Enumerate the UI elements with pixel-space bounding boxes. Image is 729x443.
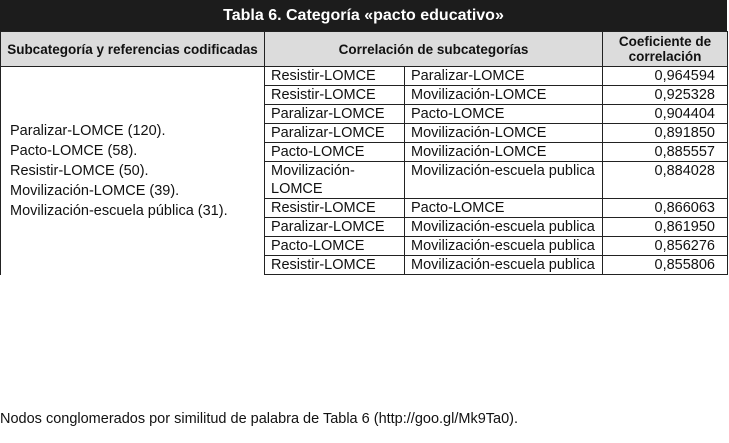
subcategory-item: Paralizar-LOMCE (120).: [10, 122, 166, 139]
cell-coef: 0,856276: [603, 237, 728, 256]
cell-b: Movilización-escuela publica: [405, 162, 603, 199]
cell-coef: 0,884028: [603, 162, 728, 199]
header-subcategoria: Subcategoría y referencias codificadas: [1, 32, 265, 67]
cell-coef: 0,866063: [603, 199, 728, 218]
table-title: Tabla 6. Categoría «pacto educativo»: [0, 0, 727, 31]
cell-b: Movilización-escuela publica: [405, 256, 603, 275]
cell-a: Paralizar-LOMCE: [265, 218, 405, 237]
cell-coef: 0,885557: [603, 143, 728, 162]
table-row: [1, 67, 728, 86]
cell-a: Pacto-LOMCE: [265, 237, 405, 256]
subcategory-list: [1, 67, 265, 275]
subcategory-item: Resistir-LOMCE (50).: [10, 162, 149, 179]
header-row: [1, 32, 728, 67]
cell-a: Resistir-LOMCE: [265, 86, 405, 105]
cell-b: Pacto-LOMCE: [405, 105, 603, 124]
cell-b: Movilización-LOMCE: [405, 86, 603, 105]
cell-a: Pacto-LOMCE: [265, 143, 405, 162]
subcategory-item: Pacto-LOMCE (58).: [10, 142, 138, 159]
cell-b: Paralizar-LOMCE: [405, 67, 603, 86]
cell-b: Movilización-escuela publica: [405, 218, 603, 237]
table-caption: Nodos conglomerados por similitud de palabra de Tabla 6 (http://goo.gl/Mk9Ta0).: [0, 411, 518, 427]
correlation-table: [0, 31, 728, 275]
header-correlacion: Correlación de subcategorías: [265, 32, 603, 67]
cell-a: Paralizar-LOMCE: [265, 105, 405, 124]
cell-b: Movilización-LOMCE: [405, 124, 603, 143]
cell-b: Movilización-LOMCE: [405, 143, 603, 162]
cell-coef: 0,891850: [603, 124, 728, 143]
cell-b: Movilización-escuela publica: [405, 237, 603, 256]
cell-a: Paralizar-LOMCE: [265, 124, 405, 143]
cell-coef: 0,861950: [603, 218, 728, 237]
cell-a: Resistir-LOMCE: [265, 67, 405, 86]
cell-coef: 0,925328: [603, 86, 728, 105]
subcategory-item: Movilización-escuela pública (31).: [10, 202, 228, 219]
cell-coef: 0,855806: [603, 256, 728, 275]
subcategory-item: Movilización-LOMCE (39).: [10, 182, 180, 199]
header-coeficiente: Coeficiente de correlación: [603, 32, 728, 67]
cell-coef: 0,964594: [603, 67, 728, 86]
cell-a: Resistir-LOMCE: [265, 199, 405, 218]
cell-b: Pacto-LOMCE: [405, 199, 603, 218]
cell-a: Resistir-LOMCE: [265, 256, 405, 275]
cell-a: Movilización-LOMCE: [265, 162, 405, 199]
cell-coef: 0,904404: [603, 105, 728, 124]
